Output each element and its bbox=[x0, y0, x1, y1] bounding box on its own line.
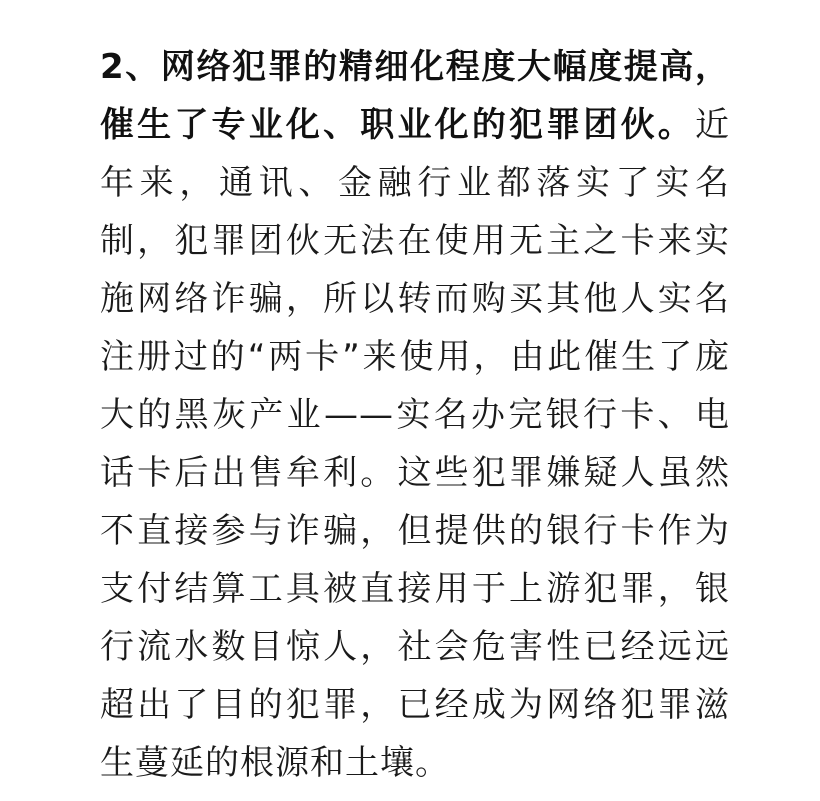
body-text: 大的黑灰产业——实名办完银行卡、电 bbox=[100, 395, 730, 435]
body-text: 不直接参与诈骗，但提供的银行卡作为 bbox=[100, 511, 730, 551]
text-line-13 bbox=[100, 734, 730, 792]
body-text: 行流水数目惊人，社会危害性已经远远 bbox=[100, 627, 730, 667]
body-text: 支付结算工具被直接用于上游犯罪，银 bbox=[100, 569, 730, 609]
body-text: 近 bbox=[695, 105, 730, 145]
body-text: 施网络诈骗，所以转而购买其他人实名 bbox=[100, 279, 730, 319]
text-line-5 bbox=[100, 270, 730, 328]
body-text: 生蔓延的根源和土壤。 bbox=[100, 743, 450, 783]
text-line-6 bbox=[100, 328, 730, 386]
text-line-11 bbox=[100, 618, 730, 676]
bold-heading-text: 2、网络犯罪的精细化程度大幅度提高， bbox=[100, 47, 730, 87]
text-line-8 bbox=[100, 444, 730, 502]
body-text: 话卡后出售牟利。这些犯罪嫌疑人虽然 bbox=[100, 453, 730, 493]
text-line-3 bbox=[100, 154, 730, 212]
text-line-1 bbox=[100, 38, 730, 96]
text-line-10 bbox=[100, 560, 730, 618]
text-line-9 bbox=[100, 502, 730, 560]
body-text: 制，犯罪团伙无法在使用无主之卡来实 bbox=[100, 221, 730, 261]
text-line-12 bbox=[100, 676, 730, 734]
body-text: 年来，通讯、金融行业都落实了实名 bbox=[100, 163, 730, 203]
text-line-4 bbox=[100, 212, 730, 270]
article-paragraph bbox=[100, 38, 730, 792]
text-line-2 bbox=[100, 96, 730, 154]
body-text: 超出了目的犯罪，已经成为网络犯罪滋 bbox=[100, 685, 730, 725]
text-line-7 bbox=[100, 386, 730, 444]
bold-heading-text: 催生了专业化、职业化的犯罪团伙。 bbox=[100, 105, 695, 145]
body-text: 注册过的“两卡”来使用，由此催生了庞 bbox=[100, 337, 730, 377]
